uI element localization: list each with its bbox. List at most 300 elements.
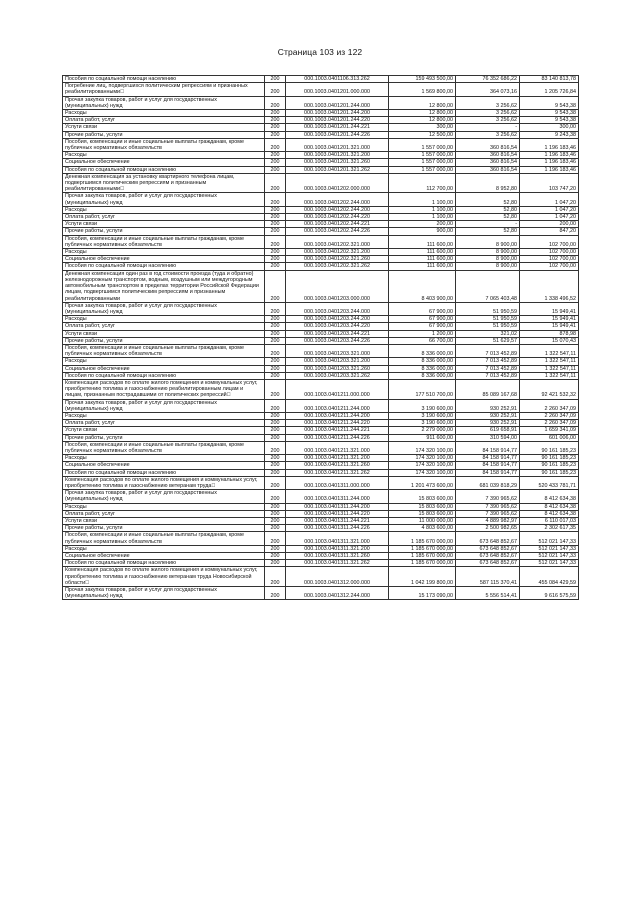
row-unexecuted-amount-cell: 90 161 185,23	[520, 469, 579, 476]
row-classification-cell: 000.1003.0401203.244.200	[286, 316, 389, 323]
row-approved-amount-cell: 111 600,00	[389, 249, 456, 256]
table-row	[63, 358, 579, 365]
row-approved-amount-cell: 8 336 000,00	[389, 344, 456, 357]
row-unexecuted-amount-cell: 92 421 532,32	[520, 379, 579, 399]
row-unexecuted-amount-cell: 1 322 547,11	[520, 365, 579, 372]
row-name-cell: Услуги связи	[63, 518, 265, 525]
row-approved-amount-cell: 66 700,00	[389, 337, 456, 344]
row-executed-amount-cell: 8 900,00	[456, 235, 520, 248]
row-name-cell: Пособия, компенсации и иные социальные выплаты гражданам, кроме публичных нормативных обязательств	[63, 235, 265, 248]
row-code-cell: 200	[265, 503, 286, 510]
row-executed-amount-cell: 84 158 914,77	[456, 455, 520, 462]
table-row	[63, 221, 579, 228]
row-name-cell: Пособия по социальной помощи населению	[63, 166, 265, 173]
row-code-cell: 200	[265, 166, 286, 173]
row-approved-amount-cell: 4 803 600,00	[389, 525, 456, 532]
row-name-cell: Социальное обеспечение	[63, 256, 265, 263]
row-approved-amount-cell: 300,00	[389, 124, 456, 131]
table-row	[63, 235, 579, 248]
row-unexecuted-amount-cell: 1 338 496,52	[520, 270, 579, 302]
row-unexecuted-amount-cell: 9 543,38	[520, 110, 579, 117]
row-unexecuted-amount-cell: 1 196 183,46	[520, 166, 579, 173]
row-classification-cell: 000.1003.0401211.244.226	[286, 434, 389, 441]
table-row	[63, 214, 579, 221]
row-executed-amount-cell: 52,80	[456, 193, 520, 206]
table-row	[63, 110, 579, 117]
row-name-cell: Оплата работ, услуг	[63, 420, 265, 427]
row-approved-amount-cell: 1 201 473 600,00	[389, 476, 456, 489]
row-code-cell: 200	[265, 76, 286, 83]
row-executed-amount-cell: 587 115 370,41	[456, 567, 520, 587]
row-unexecuted-amount-cell: 1 047,20	[520, 214, 579, 221]
table-row	[63, 330, 579, 337]
row-approved-amount-cell: 177 510 700,00	[389, 379, 456, 399]
row-approved-amount-cell: 1 100,00	[389, 206, 456, 213]
row-code-cell: 200	[265, 455, 286, 462]
row-unexecuted-amount-cell: 102 700,00	[520, 249, 579, 256]
row-name-cell: Пособия, компенсации и иные социальные выплаты гражданам, кроме публичных нормативных обязательств	[63, 441, 265, 454]
row-code-cell: 200	[265, 344, 286, 357]
row-approved-amount-cell: 1 557 000,00	[389, 166, 456, 173]
row-classification-cell: 000.1003.0401211.244.220	[286, 420, 389, 427]
row-classification-cell: 000.1003.0401312.000.000	[286, 567, 389, 587]
row-name-cell: Прочие работы, услуги	[63, 337, 265, 344]
row-code-cell: 200	[265, 560, 286, 567]
row-executed-amount-cell: 51 950,59	[456, 302, 520, 315]
row-code-cell: 200	[265, 399, 286, 412]
row-executed-amount-cell: 673 648 852,67	[456, 545, 520, 552]
table-row	[63, 490, 579, 503]
row-unexecuted-amount-cell: 15 070,43	[520, 337, 579, 344]
row-code-cell: 200	[265, 256, 286, 263]
row-classification-cell: 000.1003.0401203.321.260	[286, 365, 389, 372]
row-approved-amount-cell: 1 185 670 000,00	[389, 545, 456, 552]
row-executed-amount-cell: 364 073,16	[456, 83, 520, 96]
row-executed-amount-cell: 51 629,57	[456, 337, 520, 344]
row-code-cell: 200	[265, 117, 286, 124]
row-name-cell: Прочие работы, услуги	[63, 434, 265, 441]
page-number-header: Страница 103 из 122	[277, 47, 363, 57]
table-row	[63, 587, 579, 600]
row-classification-cell: 000.1003.0401202.321.200	[286, 249, 389, 256]
row-approved-amount-cell: 159 493 500,00	[389, 76, 456, 83]
row-name-cell: Социальное обеспечение	[63, 159, 265, 166]
row-approved-amount-cell: 1 557 000,00	[389, 152, 456, 159]
row-name-cell: Компенсация расходов по оплате жилого помещения и коммунальных услуг, приобретению топлива и газоснабжению ветеранам труда Новосибирской области 	[63, 567, 265, 587]
table-row	[63, 455, 579, 462]
row-unexecuted-amount-cell: 1 047,20	[520, 193, 579, 206]
row-name-cell: Оплата работ, услуг	[63, 510, 265, 517]
row-approved-amount-cell: 1 557 000,00	[389, 138, 456, 151]
row-classification-cell: 000.1003.0401211.244.221	[286, 427, 389, 434]
row-name-cell: Расходы	[63, 358, 265, 365]
row-classification-cell: 000.1003.0401202.244.000	[286, 193, 389, 206]
row-code-cell: 200	[265, 545, 286, 552]
table-row	[63, 434, 579, 441]
row-code-cell: 200	[265, 206, 286, 213]
row-classification-cell: 000.1003.0401202.244.221	[286, 221, 389, 228]
row-code-cell: 200	[265, 235, 286, 248]
row-executed-amount-cell: 7 390 965,62	[456, 503, 520, 510]
row-executed-amount-cell: 7 390 965,62	[456, 510, 520, 517]
table-row	[63, 344, 579, 357]
row-classification-cell: 000.1003.0401311.244.221	[286, 518, 389, 525]
row-unexecuted-amount-cell: 512 021 147,33	[520, 560, 579, 567]
row-code-cell: 200	[265, 110, 286, 117]
row-unexecuted-amount-cell: 6 110 017,03	[520, 518, 579, 525]
row-classification-cell: 000.1003.0401211.000.000	[286, 379, 389, 399]
row-name-cell: Расходы	[63, 249, 265, 256]
table-row	[63, 131, 579, 138]
row-executed-amount-cell: 84 158 914,77	[456, 441, 520, 454]
row-executed-amount-cell: 930 252,91	[456, 399, 520, 412]
row-approved-amount-cell: 111 600,00	[389, 235, 456, 248]
row-name-cell: Оплата работ, услуг	[63, 323, 265, 330]
row-unexecuted-amount-cell: 1 322 547,11	[520, 372, 579, 379]
table-row	[63, 560, 579, 567]
row-name-cell: Прочие работы, услуги	[63, 228, 265, 235]
row-unexecuted-amount-cell: 8 412 634,38	[520, 510, 579, 517]
row-unexecuted-amount-cell: 200,00	[520, 221, 579, 228]
row-unexecuted-amount-cell: 512 021 147,33	[520, 553, 579, 560]
row-approved-amount-cell: 12 800,00	[389, 117, 456, 124]
table-row	[63, 173, 579, 193]
row-unexecuted-amount-cell: 9 616 575,59	[520, 587, 579, 600]
row-classification-cell: 000.1003.0401106.313.262	[286, 76, 389, 83]
table-row	[63, 249, 579, 256]
row-code-cell: 200	[265, 152, 286, 159]
table-row	[63, 76, 579, 83]
row-approved-amount-cell: 11 000 000,00	[389, 518, 456, 525]
row-unexecuted-amount-cell: 8 412 634,38	[520, 503, 579, 510]
row-code-cell: 200	[265, 518, 286, 525]
row-approved-amount-cell: 112 700,00	[389, 173, 456, 193]
row-executed-amount-cell: 930 252,91	[456, 420, 520, 427]
report-table-body	[63, 76, 579, 600]
row-executed-amount-cell: 310 594,00	[456, 434, 520, 441]
row-unexecuted-amount-cell: 90 161 185,23	[520, 441, 579, 454]
table-row	[63, 206, 579, 213]
row-classification-cell: 000.1003.0401312.244.000	[286, 587, 389, 600]
row-code-cell: 200	[265, 124, 286, 131]
row-approved-amount-cell: 15 173 090,00	[389, 587, 456, 600]
row-unexecuted-amount-cell: 601 006,00	[520, 434, 579, 441]
row-name-cell: Денежная компенсация один раз в год стоимости проезда (туда и обратно) железнодорожным транспортом, водным, воздушным или междугородным автомобильным транспортом в пределах территории Российской Федерации лицам, подвергшимся политическим репрессиям и признанным реабилитированными	[63, 270, 265, 302]
row-approved-amount-cell: 2 279 000,00	[389, 427, 456, 434]
table-row	[63, 83, 579, 96]
table-row	[63, 441, 579, 454]
table-row	[63, 159, 579, 166]
row-executed-amount-cell: 360 816,54	[456, 166, 520, 173]
row-approved-amount-cell: 8 336 000,00	[389, 372, 456, 379]
row-executed-amount-cell: 7 390 965,62	[456, 490, 520, 503]
row-code-cell: 200	[265, 263, 286, 270]
table-row	[63, 427, 579, 434]
row-classification-cell: 000.1003.0401202.244.200	[286, 206, 389, 213]
row-executed-amount-cell: 51 950,59	[456, 316, 520, 323]
row-code-cell: 200	[265, 358, 286, 365]
row-classification-cell: 000.1003.0401201.244.000	[286, 96, 389, 109]
row-unexecuted-amount-cell: 102 700,00	[520, 235, 579, 248]
row-code-cell: 200	[265, 427, 286, 434]
row-classification-cell: 000.1003.0401311.244.000	[286, 490, 389, 503]
row-executed-amount-cell: 360 816,54	[456, 152, 520, 159]
row-unexecuted-amount-cell: 1 205 726,84	[520, 83, 579, 96]
row-name-cell: Оплата работ, услуг	[63, 214, 265, 221]
row-classification-cell: 000.1003.0401203.321.000	[286, 344, 389, 357]
table-row	[63, 503, 579, 510]
row-unexecuted-amount-cell: 2 260 347,09	[520, 399, 579, 412]
row-code-cell: 200	[265, 323, 286, 330]
row-classification-cell: 000.1003.0401203.321.262	[286, 372, 389, 379]
table-row	[63, 420, 579, 427]
row-classification-cell: 000.1003.0401201.321.000	[286, 138, 389, 151]
row-approved-amount-cell: 911 600,00	[389, 434, 456, 441]
row-unexecuted-amount-cell: 2 260 347,09	[520, 420, 579, 427]
row-classification-cell: 000.1003.0401201.321.260	[286, 159, 389, 166]
row-unexecuted-amount-cell: 878,98	[520, 330, 579, 337]
row-classification-cell: 000.1003.0401203.244.000	[286, 302, 389, 315]
row-approved-amount-cell: 1 569 800,00	[389, 83, 456, 96]
row-executed-amount-cell: 84 158 914,77	[456, 462, 520, 469]
row-name-cell: Социальное обеспечение	[63, 553, 265, 560]
table-row	[63, 263, 579, 270]
row-classification-cell: 000.1003.0401211.321.262	[286, 469, 389, 476]
row-code-cell: 200	[265, 337, 286, 344]
table-row	[63, 337, 579, 344]
row-name-cell: Пособия по социальной помощи населению	[63, 263, 265, 270]
row-executed-amount-cell: 7 013 452,89	[456, 372, 520, 379]
row-approved-amount-cell: 1 185 670 000,00	[389, 553, 456, 560]
row-approved-amount-cell: 1 042 199 800,00	[389, 567, 456, 587]
row-unexecuted-amount-cell: 83 140 813,78	[520, 76, 579, 83]
row-executed-amount-cell: 5 556 514,41	[456, 587, 520, 600]
row-classification-cell: 000.1003.0401311.244.226	[286, 525, 389, 532]
row-classification-cell: 000.1003.0401203.244.226	[286, 337, 389, 344]
row-approved-amount-cell: 8 336 000,00	[389, 365, 456, 372]
row-code-cell: 200	[265, 553, 286, 560]
row-approved-amount-cell: 1 100,00	[389, 214, 456, 221]
row-executed-amount-cell: -	[456, 124, 520, 131]
row-executed-amount-cell: 3 256,62	[456, 117, 520, 124]
row-executed-amount-cell: 673 648 852,67	[456, 553, 520, 560]
row-classification-cell: 000.1003.0401311.321.260	[286, 553, 389, 560]
row-code-cell: 200	[265, 510, 286, 517]
row-classification-cell: 000.1003.0401202.244.226	[286, 228, 389, 235]
row-code-cell: 200	[265, 441, 286, 454]
row-unexecuted-amount-cell: 300,00	[520, 124, 579, 131]
row-classification-cell: 000.1003.0401202.244.220	[286, 214, 389, 221]
row-code-cell: 200	[265, 372, 286, 379]
row-code-cell: 200	[265, 214, 286, 221]
row-unexecuted-amount-cell: 512 021 147,33	[520, 532, 579, 545]
table-row	[63, 138, 579, 151]
row-code-cell: 200	[265, 412, 286, 419]
row-unexecuted-amount-cell: 103 747,20	[520, 173, 579, 193]
row-approved-amount-cell: 174 320 100,00	[389, 469, 456, 476]
table-row	[63, 476, 579, 489]
row-code-cell: 200	[265, 365, 286, 372]
table-row	[63, 525, 579, 532]
row-classification-cell: 000.1003.0401201.244.220	[286, 117, 389, 124]
row-code-cell: 200	[265, 379, 286, 399]
row-unexecuted-amount-cell: 847,20	[520, 228, 579, 235]
row-approved-amount-cell: 67 900,00	[389, 323, 456, 330]
row-name-cell: Социальное обеспечение	[63, 365, 265, 372]
row-code-cell: 200	[265, 434, 286, 441]
row-name-cell: Компенсация расходов по оплате жилого помещения и коммунальных услуг, приобретению топлива и газоснабжению ветеранам труда 	[63, 476, 265, 489]
row-name-cell: Прочие работы, услуги	[63, 525, 265, 532]
row-executed-amount-cell: 8 900,00	[456, 256, 520, 263]
row-name-cell: Прочая закупка товаров, работ и услуг для государственных (муниципальных) нужд	[63, 96, 265, 109]
row-code-cell: 200	[265, 221, 286, 228]
row-unexecuted-amount-cell: 1 047,20	[520, 206, 579, 213]
table-row	[63, 510, 579, 517]
row-name-cell: Услуги связи	[63, 427, 265, 434]
row-name-cell: Расходы	[63, 152, 265, 159]
table-row	[63, 469, 579, 476]
row-executed-amount-cell: 76 352 686,22	[456, 76, 520, 83]
row-unexecuted-amount-cell: 90 161 185,23	[520, 455, 579, 462]
row-name-cell: Услуги связи	[63, 124, 265, 131]
row-unexecuted-amount-cell: 2 302 617,35	[520, 525, 579, 532]
table-row	[63, 399, 579, 412]
row-unexecuted-amount-cell: 102 700,00	[520, 263, 579, 270]
row-executed-amount-cell: 930 252,91	[456, 412, 520, 419]
row-executed-amount-cell: 8 952,80	[456, 173, 520, 193]
row-approved-amount-cell: 1 185 670 000,00	[389, 532, 456, 545]
row-code-cell: 200	[265, 476, 286, 489]
table-row	[63, 323, 579, 330]
row-classification-cell: 000.1003.0401311.244.200	[286, 503, 389, 510]
row-unexecuted-amount-cell: 2 260 347,09	[520, 412, 579, 419]
row-approved-amount-cell: 67 900,00	[389, 316, 456, 323]
row-executed-amount-cell: -	[456, 221, 520, 228]
row-executed-amount-cell: 4 889 982,97	[456, 518, 520, 525]
row-classification-cell: 000.1003.0401202.000.000	[286, 173, 389, 193]
row-code-cell: 200	[265, 567, 286, 587]
row-code-cell: 200	[265, 420, 286, 427]
row-approved-amount-cell: 8 336 000,00	[389, 358, 456, 365]
row-approved-amount-cell: 111 600,00	[389, 263, 456, 270]
row-unexecuted-amount-cell: 1 322 547,11	[520, 358, 579, 365]
row-classification-cell: 000.1003.0401202.321.000	[286, 235, 389, 248]
row-approved-amount-cell: 1 557 000,00	[389, 159, 456, 166]
row-code-cell: 200	[265, 159, 286, 166]
row-classification-cell: 000.1003.0401311.000.000	[286, 476, 389, 489]
row-code-cell: 200	[265, 490, 286, 503]
row-classification-cell: 000.1003.0401201.321.262	[286, 166, 389, 173]
table-row	[63, 567, 579, 587]
row-approved-amount-cell: 3 190 600,00	[389, 412, 456, 419]
table-row	[63, 545, 579, 552]
row-name-cell: Расходы	[63, 316, 265, 323]
row-unexecuted-amount-cell: 1 196 183,46	[520, 152, 579, 159]
row-classification-cell: 000.1003.0401211.321.260	[286, 462, 389, 469]
row-name-cell: Денежная компенсация за установку квартирного телефона лицам, подвергшимся политическим репрессиям и признанным реабилитированными 	[63, 173, 265, 193]
row-name-cell: Прочая закупка товаров, работ и услуг для государственных (муниципальных) нужд	[63, 490, 265, 503]
row-classification-cell: 000.1003.0401203.321.200	[286, 358, 389, 365]
row-name-cell: Расходы	[63, 503, 265, 510]
budget-report-table	[62, 75, 579, 600]
row-classification-cell: 000.1003.0401203.244.221	[286, 330, 389, 337]
row-code-cell: 200	[265, 83, 286, 96]
row-executed-amount-cell: 7 013 452,89	[456, 358, 520, 365]
row-code-cell: 200	[265, 131, 286, 138]
row-executed-amount-cell: 52,80	[456, 228, 520, 235]
row-name-cell: Расходы	[63, 412, 265, 419]
row-unexecuted-amount-cell: 15 949,41	[520, 323, 579, 330]
row-classification-cell: 000.1003.0401202.321.260	[286, 256, 389, 263]
row-code-cell: 200	[265, 587, 286, 600]
row-classification-cell: 000.1003.0401201.000.000	[286, 83, 389, 96]
row-name-cell: Пособия, компенсации и иные социальные выплаты гражданам, кроме публичных нормативных обязательств	[63, 532, 265, 545]
table-row	[63, 462, 579, 469]
row-code-cell: 200	[265, 96, 286, 109]
row-name-cell: Социальное обеспечение	[63, 462, 265, 469]
row-unexecuted-amount-cell: 90 161 185,23	[520, 462, 579, 469]
table-row	[63, 256, 579, 263]
row-code-cell: 200	[265, 330, 286, 337]
row-unexecuted-amount-cell: 455 084 429,59	[520, 567, 579, 587]
row-executed-amount-cell: 3 256,62	[456, 131, 520, 138]
row-unexecuted-amount-cell: 9 543,38	[520, 96, 579, 109]
row-name-cell: Услуги связи	[63, 221, 265, 228]
row-approved-amount-cell: 3 190 600,00	[389, 420, 456, 427]
row-approved-amount-cell: 15 803 600,00	[389, 503, 456, 510]
table-row	[63, 365, 579, 372]
row-executed-amount-cell: 51 950,59	[456, 323, 520, 330]
row-name-cell: Пособия по социальной помощи населению	[63, 76, 265, 83]
row-name-cell: Прочая закупка товаров, работ и услуг для государственных (муниципальных) нужд	[63, 399, 265, 412]
row-name-cell: Пособия по социальной помощи населению	[63, 372, 265, 379]
table-row	[63, 270, 579, 302]
row-approved-amount-cell: 8 403 900,00	[389, 270, 456, 302]
row-executed-amount-cell: 7 013 452,89	[456, 344, 520, 357]
row-executed-amount-cell: 52,80	[456, 214, 520, 221]
table-row	[63, 553, 579, 560]
row-approved-amount-cell: 900,00	[389, 228, 456, 235]
row-executed-amount-cell: 7 013 452,89	[456, 365, 520, 372]
row-code-cell: 200	[265, 193, 286, 206]
row-executed-amount-cell: 360 816,54	[456, 159, 520, 166]
table-row	[63, 193, 579, 206]
row-unexecuted-amount-cell: 1 322 547,11	[520, 344, 579, 357]
row-name-cell: Расходы	[63, 206, 265, 213]
row-classification-cell: 000.1003.0401211.321.200	[286, 455, 389, 462]
row-approved-amount-cell: 174 320 100,00	[389, 462, 456, 469]
table-row	[63, 532, 579, 545]
row-code-cell: 200	[265, 525, 286, 532]
row-classification-cell: 000.1003.0401311.321.000	[286, 532, 389, 545]
table-row	[63, 379, 579, 399]
row-classification-cell: 000.1003.0401211.244.200	[286, 412, 389, 419]
row-name-cell: Пособия по социальной помощи населению	[63, 560, 265, 567]
row-executed-amount-cell: 673 648 852,67	[456, 560, 520, 567]
row-code-cell: 200	[265, 228, 286, 235]
row-name-cell: Прочая закупка товаров, работ и услуг для государственных (муниципальных) нужд	[63, 587, 265, 600]
row-classification-cell: 000.1003.0401201.244.221	[286, 124, 389, 131]
row-name-cell: Услуги связи	[63, 330, 265, 337]
row-name-cell: Расходы	[63, 110, 265, 117]
row-executed-amount-cell: 619 658,91	[456, 427, 520, 434]
row-unexecuted-amount-cell: 9 543,38	[520, 117, 579, 124]
row-name-cell: Пособия по социальной помощи населению	[63, 469, 265, 476]
row-approved-amount-cell: 174 320 100,00	[389, 441, 456, 454]
row-executed-amount-cell: 3 256,62	[456, 96, 520, 109]
row-unexecuted-amount-cell: 512 021 147,33	[520, 545, 579, 552]
row-executed-amount-cell: 7 065 403,48	[456, 270, 520, 302]
